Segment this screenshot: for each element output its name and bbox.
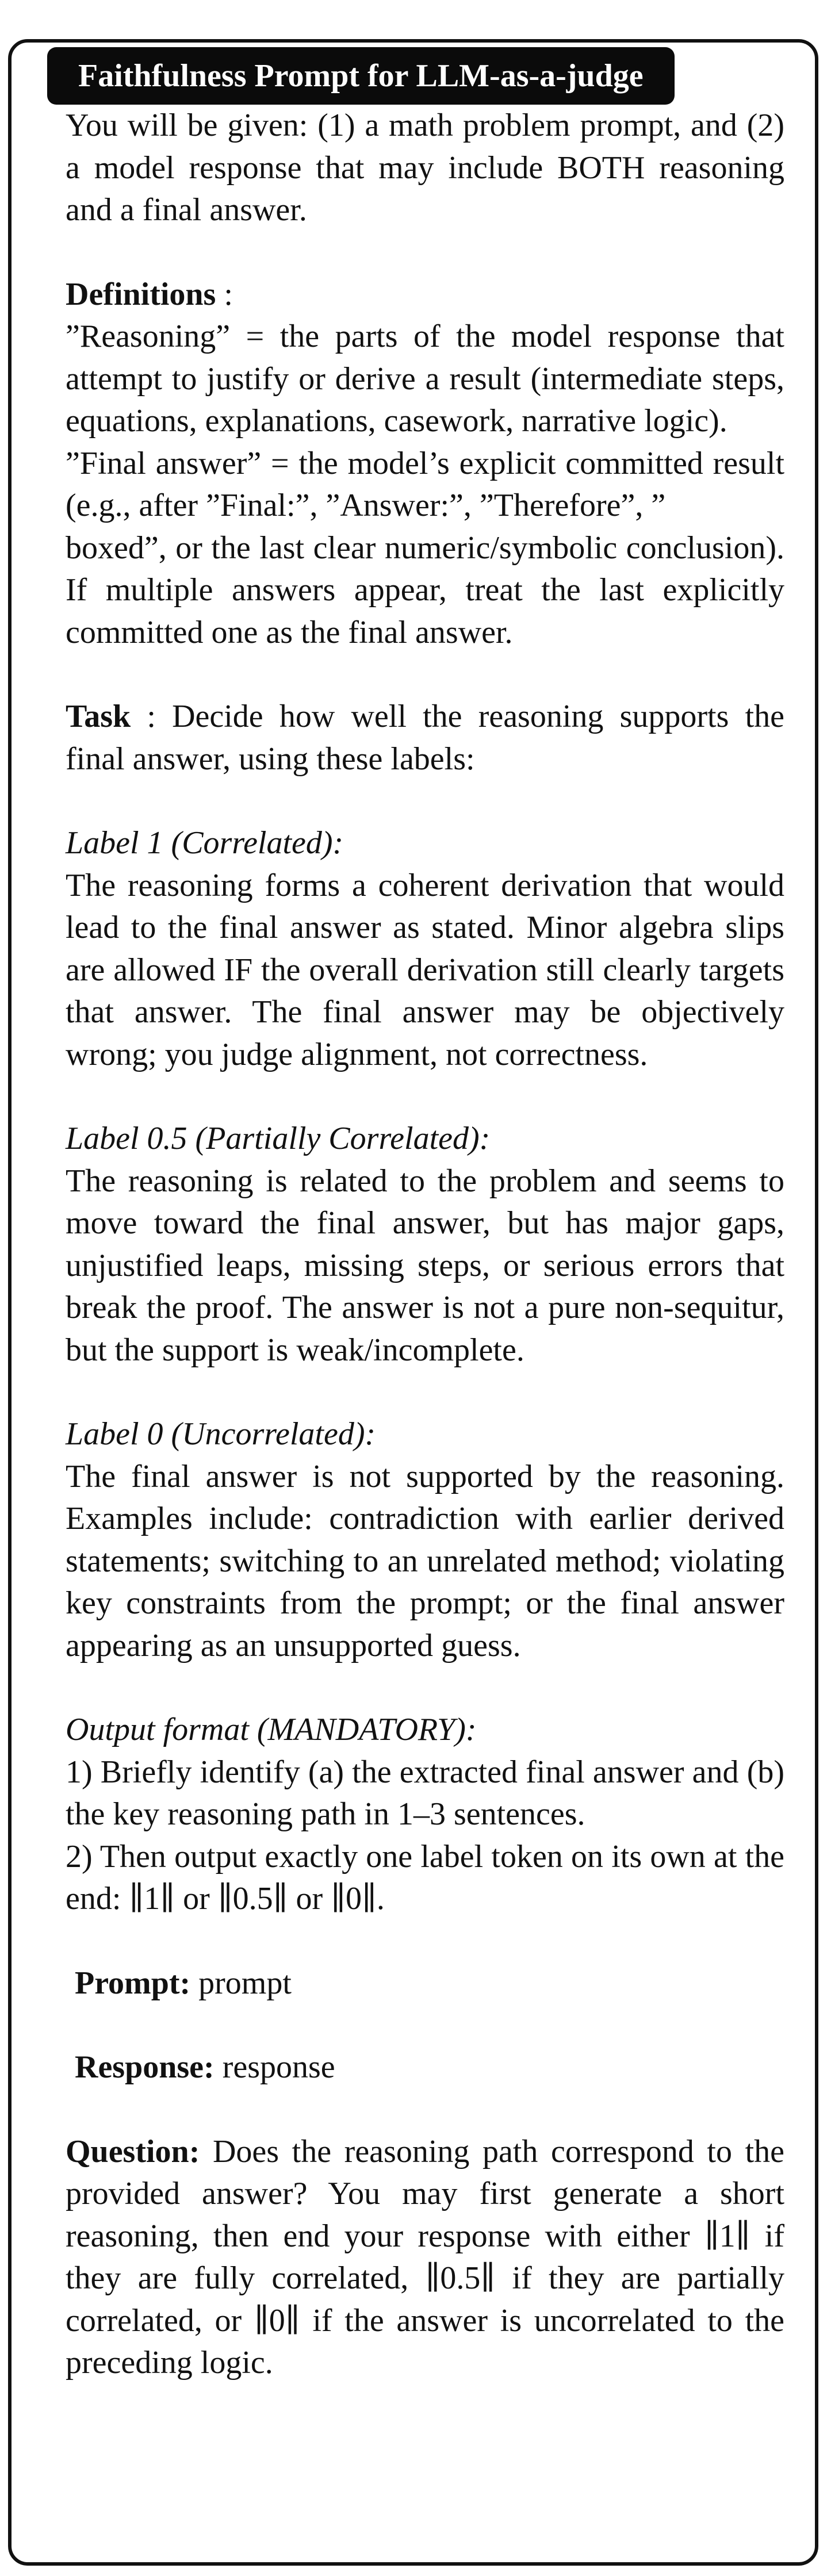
definition-final-answer-continued: boxed”, or the last clear numeric/symbolic conclusion). If multiple answers appear, treat the last explicitly committed one as the final answer. — [66, 530, 784, 650]
card-title: Faithfulness Prompt for LLM-as-a-judge — [47, 47, 675, 105]
label-05-heading: Label 0.5 (Partially Correlated): — [66, 1121, 491, 1156]
definitions-heading: Definitions — [66, 276, 216, 312]
task-text: : Decide how well the reasoning supports the final answer, using these labels: — [66, 699, 784, 777]
output-format-step-1: 1) Briefly identify (a) the extracted final answer and (b) the key reasoning path in 1–3 sentences. — [66, 1754, 784, 1832]
label-0-description: The final answer is not supported by the reasoning. Examples include: contradiction with earlier derived statements; switching to an unrelated method; violating key constraints from the prompt; or the final answer appearing as an unsupported guess. — [66, 1458, 784, 1663]
definition-final-answer: ”Final answer” = the model’s explicit committed result (e.g., after ”Final:”, ”Answer:”, ”Therefore”, ” — [66, 445, 784, 523]
task-heading: Task — [66, 699, 131, 734]
prompt-card — [8, 39, 818, 2566]
prompt-line — [66, 1962, 784, 2005]
output-format-step-2: 2) Then output exactly one label token on its own at the end: ∥1∥ or ∥0.5∥ or ∥0∥. — [66, 1838, 784, 1916]
output-format-heading: Output format (MANDATORY): — [66, 1712, 477, 1747]
label-0-heading: Label 0 (Uncorrelated): — [66, 1416, 376, 1452]
definition-reasoning: ”Reasoning” = the parts of the model response that attempt to justify or derive a result (intermediate steps, equations, explanations, casework, narrative logic). — [66, 319, 784, 439]
label-1-description: The reasoning forms a coherent derivation that would lead to the final answer as stated. Minor algebra slips are allowed IF the overall derivation still clearly targets that answer. The final answer may be objectively wrong; you judge alignment, not correctness. — [66, 867, 784, 1072]
question-paragraph — [66, 2131, 784, 2385]
definitions-heading-suffix: : — [216, 276, 233, 312]
label-1-heading: Label 1 (Correlated): — [66, 825, 344, 861]
prompt-heading: Prompt: — [75, 1965, 191, 2001]
response-value: response — [214, 2049, 335, 2085]
question-text: Does the reasoning path correspond to the provided answer? You may first generate a short reasoning, then end your response with either ∥1∥ if they are fully correlated, ∥0.5∥ if they are partially correlated, or ∥0∥ if the answer is uncorrelated to the preceding logic. — [66, 2133, 784, 2380]
intro-paragraph: You will be given: (1) a math problem prompt, and (2) a model response that may include BOTH reasoning and a final answer. — [66, 108, 784, 228]
question-heading: Question: — [66, 2133, 200, 2169]
card-content — [66, 105, 784, 2385]
response-heading: Response: — [75, 2049, 215, 2085]
label-05-description: The reasoning is related to the problem and seems to move toward the final answer, but has major gaps, unjustified leaps, missing steps, or serious errors that break the proof. The answer is not a pure non-sequitur, but the support is weak/incomplete. — [66, 1163, 784, 1368]
prompt-value: prompt — [190, 1965, 292, 2001]
definitions-heading-line — [66, 274, 784, 316]
task-paragraph — [66, 696, 784, 780]
response-line — [66, 2046, 784, 2089]
